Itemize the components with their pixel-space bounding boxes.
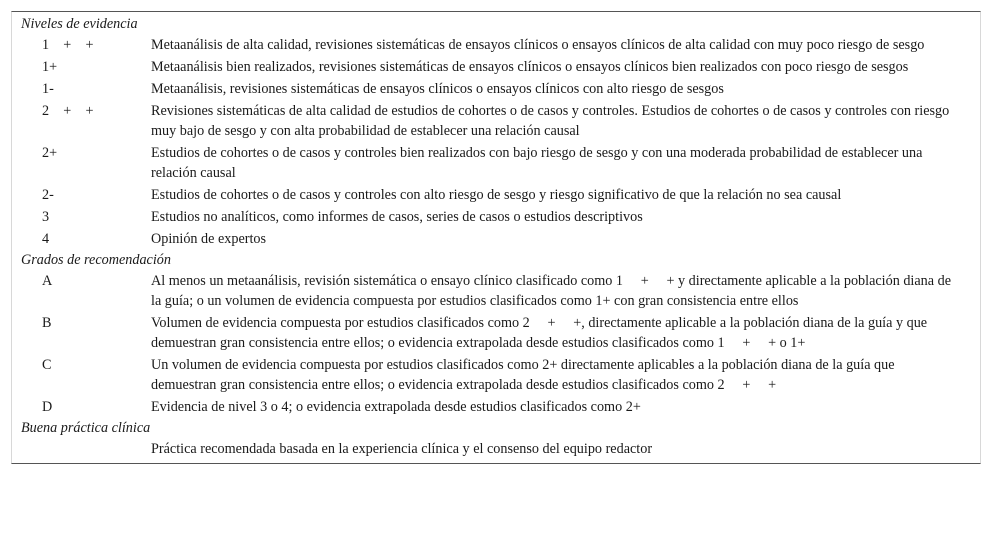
level-description: Metaanálisis, revisiones sistemáticas de ensayos clínicos o ensayos clínicos con alto riesgo de sesgos bbox=[151, 81, 724, 97]
table-row bbox=[12, 270, 980, 312]
level-description: Metaanálisis bien realizados, revisiones sistemáticas de ensayos clínicos o ensayos clínicos bien realizados con poco riesgo de sesgos bbox=[151, 59, 909, 75]
table-row bbox=[12, 78, 980, 100]
level-description: Estudios de cohortes o de casos y controles bien realizados con bajo riesgo de sesgo y con una moderada probabilidad de establecer una relación causal bbox=[151, 145, 926, 181]
table-row bbox=[12, 228, 980, 250]
practice-description: Práctica recomendada basada en la experiencia clínica y el consenso del equipo redactor bbox=[151, 441, 653, 457]
table-row bbox=[12, 438, 980, 460]
grade-code: C bbox=[42, 357, 52, 373]
level-description: Estudios no analíticos, como informes de casos, series de casos o estudios descriptivos bbox=[151, 209, 643, 225]
grade-code: D bbox=[42, 399, 53, 415]
level-description: Estudios de cohortes o de casos y controles con alto riesgo de sesgo y riesgo significativo de que la relación no sea causal bbox=[151, 187, 842, 203]
level-code: 1+ bbox=[42, 59, 58, 75]
table-row bbox=[12, 100, 980, 142]
level-description: Metaanálisis de alta calidad, revisiones sistemáticas de ensayos clínicos o ensayos clínicos de alta calidad con muy poco riesgo de sesgo bbox=[151, 37, 925, 53]
level-description: Opinión de expertos bbox=[151, 231, 267, 247]
table-row bbox=[12, 354, 980, 396]
grade-code: A bbox=[42, 273, 53, 289]
table-row bbox=[12, 34, 980, 56]
section-title-evidence: Niveles de evidencia bbox=[21, 16, 138, 32]
level-code: 1 + + bbox=[42, 37, 94, 53]
level-description: Revisiones sistemáticas de alta calidad de estudios de cohortes o de casos y controles. Estudios de cohortes o de casos y controles con riesgo muy bajo de sesgo y con alta probabilidad de establecer una relación causal bbox=[151, 103, 953, 139]
level-code: 2+ bbox=[42, 145, 58, 161]
table-row bbox=[12, 312, 980, 354]
table-row bbox=[12, 396, 980, 418]
level-code: 3 bbox=[42, 209, 50, 225]
section-title-practice: Buena práctica clínica bbox=[21, 420, 151, 436]
level-code: 4 bbox=[42, 231, 50, 247]
section-title-recommendation: Grados de recomendación bbox=[21, 252, 171, 268]
grade-description: Volumen de evidencia compuesta por estudios clasificados como 2 + +, directamente aplicable a la población diana de la guía y que demuestran gran consistencia entre ellos; o evidencia extrapolada desde estudios clasificados como 1 + + o 1+ bbox=[151, 315, 931, 351]
level-code: 2 + + bbox=[42, 103, 94, 119]
level-code: 1- bbox=[42, 81, 54, 97]
table-row bbox=[12, 56, 980, 78]
grade-code: B bbox=[42, 315, 52, 331]
grade-description: Un volumen de evidencia compuesta por estudios clasificados como 2+ directamente aplicables a la población diana de la guía que demuestran gran consistencia entre ellos; o evidencia extrapolada desde estudios clasificados como 2 + + bbox=[151, 357, 899, 393]
grade-description: Al menos un metaanálisis, revisión sistemática o ensayo clínico clasificado como 1 + + y directamente aplicable a la población diana de la guía; o un volumen de evidencia compuesta por estudios clasificados como 1+ con gran consistencia entre ellos bbox=[151, 273, 955, 309]
table-row bbox=[12, 184, 980, 206]
evidence-table bbox=[11, 11, 981, 464]
table-row bbox=[12, 206, 980, 228]
grade-description: Evidencia de nivel 3 o 4; o evidencia extrapolada desde estudios clasificados como 2+ bbox=[151, 399, 641, 415]
level-code: 2- bbox=[42, 187, 54, 203]
table-row bbox=[12, 142, 980, 184]
